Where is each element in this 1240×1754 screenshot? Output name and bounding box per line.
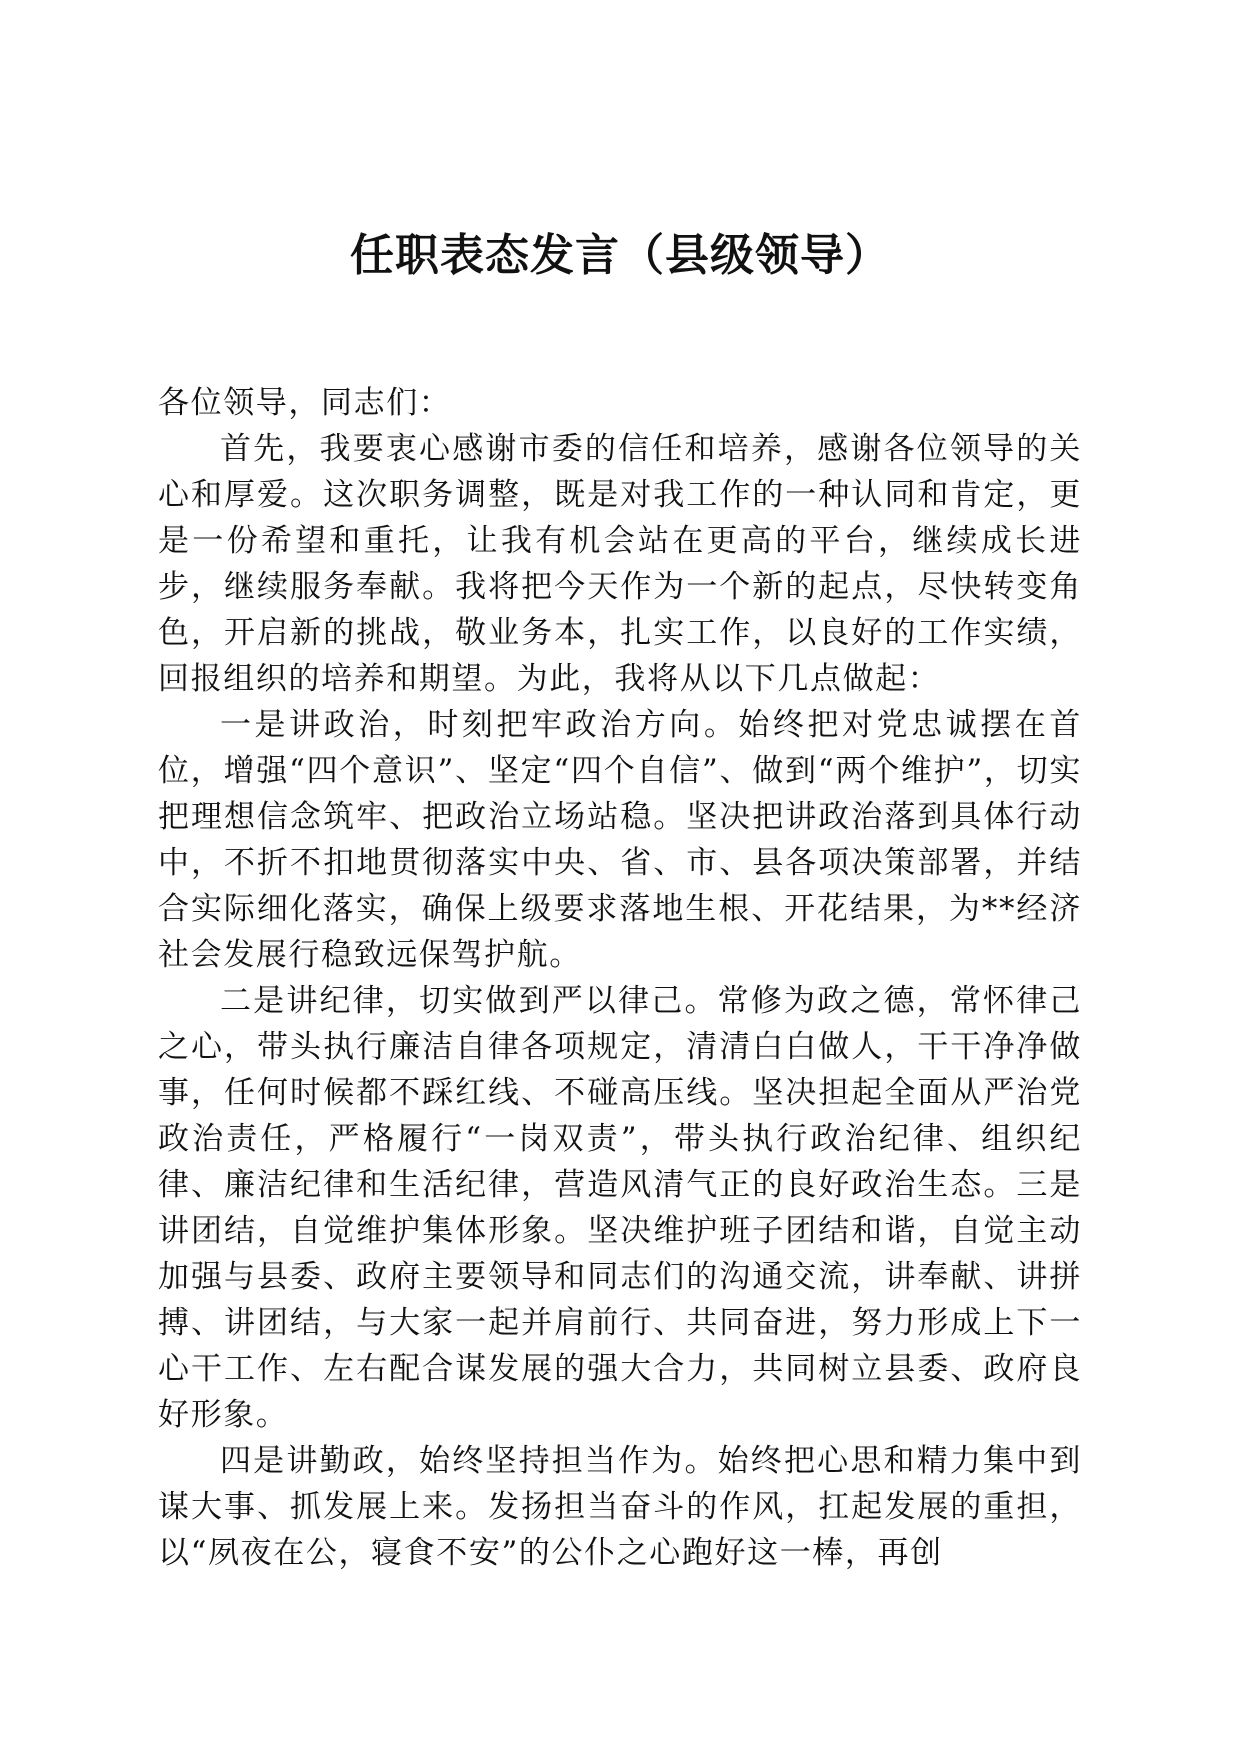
paragraph-diligence: 四是讲勤政，始终坚持担当作为。始终把心思和精力集中到谋大事、抓发展上来。发扬担当奋斗的作风，扛起发展的重担，以“夙夜在公，寝食不安”的公仆之心跑好这一棒，再创	[158, 1443, 1082, 1571]
salutation: 各位领导，同志们：	[158, 385, 452, 421]
paragraph-discipline: 二是讲纪律，切实做到严以律己。常修为政之德，常怀律己之心，带头执行廉洁自律各项规定，清清白白做人，干干净净做事，任何时候都不踩红线、不碰高压线。坚决担起全面从严治党政治责任，严格履行“一岗双责”，带头执行政治纪律、组织纪律、廉洁纪律和生活纪律，营造风清气正的良好政治生态。三是讲团结，自觉维护集体形象。坚决维护班子团结和谐，自觉主动加强与县委、政府主要领导和同志们的沟通交流，讲奉献、讲拼搏、讲团结，与大家一起并肩前行、共同奋进，努力形成上下一心干工作、左右配合谋发展的强大合力，共同树立县委、政府良好形象。	[158, 983, 1082, 1433]
paragraph-opening: 首先，我要衷心感谢市委的信任和培养，感谢各位领导的关心和厚爱。这次职务调整，既是对我工作的一种认同和肯定，更是一份希望和重托，让我有机会站在更高的平台，继续成长进步，继续服务奉献。我将把今天作为一个新的起点，尽快转变角色，开启新的挑战，敬业务本，扎实工作，以良好的工作实绩，回报组织的培养和期望。为此，我将从以下几点做起：	[158, 431, 1082, 697]
document-title: 任职表态发言（县级领导）	[350, 230, 890, 281]
document-body	[158, 380, 1082, 1576]
paragraph-politics: 一是讲政治，时刻把牢政治方向。始终把对党忠诚摆在首位，增强“四个意识”、坚定“四个自信”、做到“两个维护”，切实把理想信念筑牢、把政治立场站稳。坚决把讲政治落到具体行动中，不折不扣地贯彻落实中央、省、市、县各项决策部署，并结合实际细化落实，确保上级要求落地生根、开花结果，为**经济社会发展行稳致远保驾护航。	[158, 707, 1082, 973]
